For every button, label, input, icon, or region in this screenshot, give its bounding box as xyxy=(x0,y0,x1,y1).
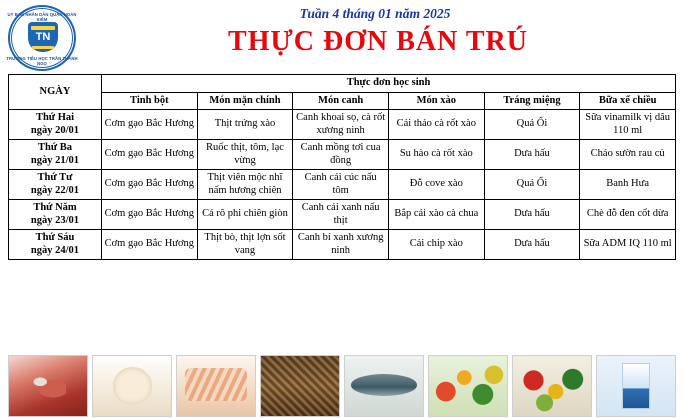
day-date-0: ngày 20/01 xyxy=(30,124,80,136)
cell-dessert-1: Dưa hấu xyxy=(484,140,580,170)
row-day-3 xyxy=(9,200,102,230)
cell-main-4: Thịt bò, thịt lợn sốt vang xyxy=(197,230,293,260)
photo-chicken xyxy=(92,355,172,417)
cell-snack-0: Sữa vinamilk vị dâu 110 ml xyxy=(580,110,676,140)
table-header-row-group xyxy=(9,75,676,93)
day-name-2: Thứ Tư xyxy=(37,172,73,183)
day-date-4: ngày 24/01 xyxy=(30,244,80,256)
header-group: Thực đơn học sinh xyxy=(102,75,676,93)
cell-dessert-2: Quả Ổi xyxy=(484,170,580,200)
logo-top-text: UỶ BAN NHÂN DÂN QUẬN HOÀN KIẾM xyxy=(7,12,77,22)
cell-main-0: Thịt trứng xào xyxy=(197,110,293,140)
day-date-3: ngày 23/01 xyxy=(30,214,80,226)
cell-soup-2: Canh cải cúc nấu tôm xyxy=(293,170,389,200)
table-header-row-columns xyxy=(9,92,676,110)
table-row xyxy=(9,170,676,200)
menu-table xyxy=(8,74,676,260)
photo-fish xyxy=(344,355,424,417)
menu-table-head xyxy=(9,75,676,110)
cell-main-3: Cá rô phi chiên giòn xyxy=(197,200,293,230)
header-col-dessert: Tráng miệng xyxy=(484,92,580,110)
cell-dessert-0: Quả Ổi xyxy=(484,110,580,140)
cell-soup-0: Canh khoai sọ, cà rốt xương ninh xyxy=(293,110,389,140)
photo-shrimp xyxy=(176,355,256,417)
photo-dried-shrimp xyxy=(260,355,340,417)
menu-table-body xyxy=(9,110,676,260)
cell-main-2: Thịt viên mộc nhĩ nấm hương chiên xyxy=(197,170,293,200)
table-row xyxy=(9,110,676,140)
cell-stirfry-3: Bắp cải xào cà chua xyxy=(388,200,484,230)
logo-shield-icon xyxy=(28,22,58,52)
cell-stirfry-0: Cải thảo cà rốt xào xyxy=(388,110,484,140)
cell-soup-4: Canh bí xanh xương ninh xyxy=(293,230,389,260)
row-day-4 xyxy=(9,230,102,260)
day-name-1: Thứ Ba xyxy=(37,142,73,153)
day-name-4: Thứ Sáu xyxy=(35,232,75,243)
row-day-0 xyxy=(9,110,102,140)
day-name-3: Thứ Năm xyxy=(33,202,77,213)
cell-snack-1: Cháo sườn rau củ xyxy=(580,140,676,170)
food-photo-strip xyxy=(8,355,676,417)
cell-main-1: Ruốc thịt, tôm, lạc vừng xyxy=(197,140,293,170)
cell-stirfry-2: Đỗ cove xào xyxy=(388,170,484,200)
cell-starch-1: Cơm gạo Bắc Hương xyxy=(102,140,198,170)
cell-snack-4: Sữa ADM IQ 110 ml xyxy=(580,230,676,260)
cell-dessert-4: Dưa hấu xyxy=(484,230,580,260)
cell-stirfry-1: Su hào cà rốt xào xyxy=(388,140,484,170)
cell-stirfry-4: Cải chip xào xyxy=(388,230,484,260)
photo-beef xyxy=(8,355,88,417)
header-col-stirfry: Món xào xyxy=(388,92,484,110)
table-row xyxy=(9,140,676,170)
header-col-soup: Món canh xyxy=(293,92,389,110)
cell-snack-3: Chè đỗ đen cốt dừa xyxy=(580,200,676,230)
header-col-main: Món mặn chính xyxy=(197,92,293,110)
logo-monogram: TN xyxy=(35,31,51,43)
logo-shield-bar xyxy=(31,26,55,30)
logo-bottom-text: TRƯỜNG TIỂU HỌC TRẦN THÀNH NGỌ xyxy=(6,56,78,66)
cell-starch-0: Cơm gạo Bắc Hương xyxy=(102,110,198,140)
header-day: NGÀY xyxy=(9,75,102,110)
school-logo xyxy=(6,4,80,72)
title-block xyxy=(80,4,676,58)
cell-soup-1: Canh mồng tơi cua đồng xyxy=(293,140,389,170)
cell-snack-2: Banh Hưa xyxy=(580,170,676,200)
table-row xyxy=(9,200,676,230)
photo-vegetables xyxy=(428,355,508,417)
row-day-2 xyxy=(9,170,102,200)
cell-soup-3: Canh cải xanh nấu thịt xyxy=(293,200,389,230)
photo-milk xyxy=(596,355,676,417)
week-label: Tuần 4 tháng 01 năm 2025 xyxy=(299,6,451,21)
photo-vegetables-2 xyxy=(512,355,592,417)
page-header xyxy=(0,0,684,72)
day-date-1: ngày 21/01 xyxy=(30,154,80,166)
logo-shield-base xyxy=(32,46,54,49)
header-col-snack: Bữa xế chiều xyxy=(580,92,676,110)
day-date-2: ngày 22/01 xyxy=(30,184,80,196)
table-row xyxy=(9,230,676,260)
cell-starch-2: Cơm gạo Bắc Hương xyxy=(102,170,198,200)
day-name-0: Thứ Hai xyxy=(35,112,75,123)
row-day-1 xyxy=(9,140,102,170)
page-title: THỰC ĐƠN BÁN TRÚ xyxy=(228,26,528,57)
cell-dessert-3: Dưa hấu xyxy=(484,200,580,230)
header-col-starch: Tinh bột xyxy=(102,92,198,110)
cell-starch-3: Cơm gạo Bắc Hương xyxy=(102,200,198,230)
cell-starch-4: Cơm gạo Bắc Hương xyxy=(102,230,198,260)
